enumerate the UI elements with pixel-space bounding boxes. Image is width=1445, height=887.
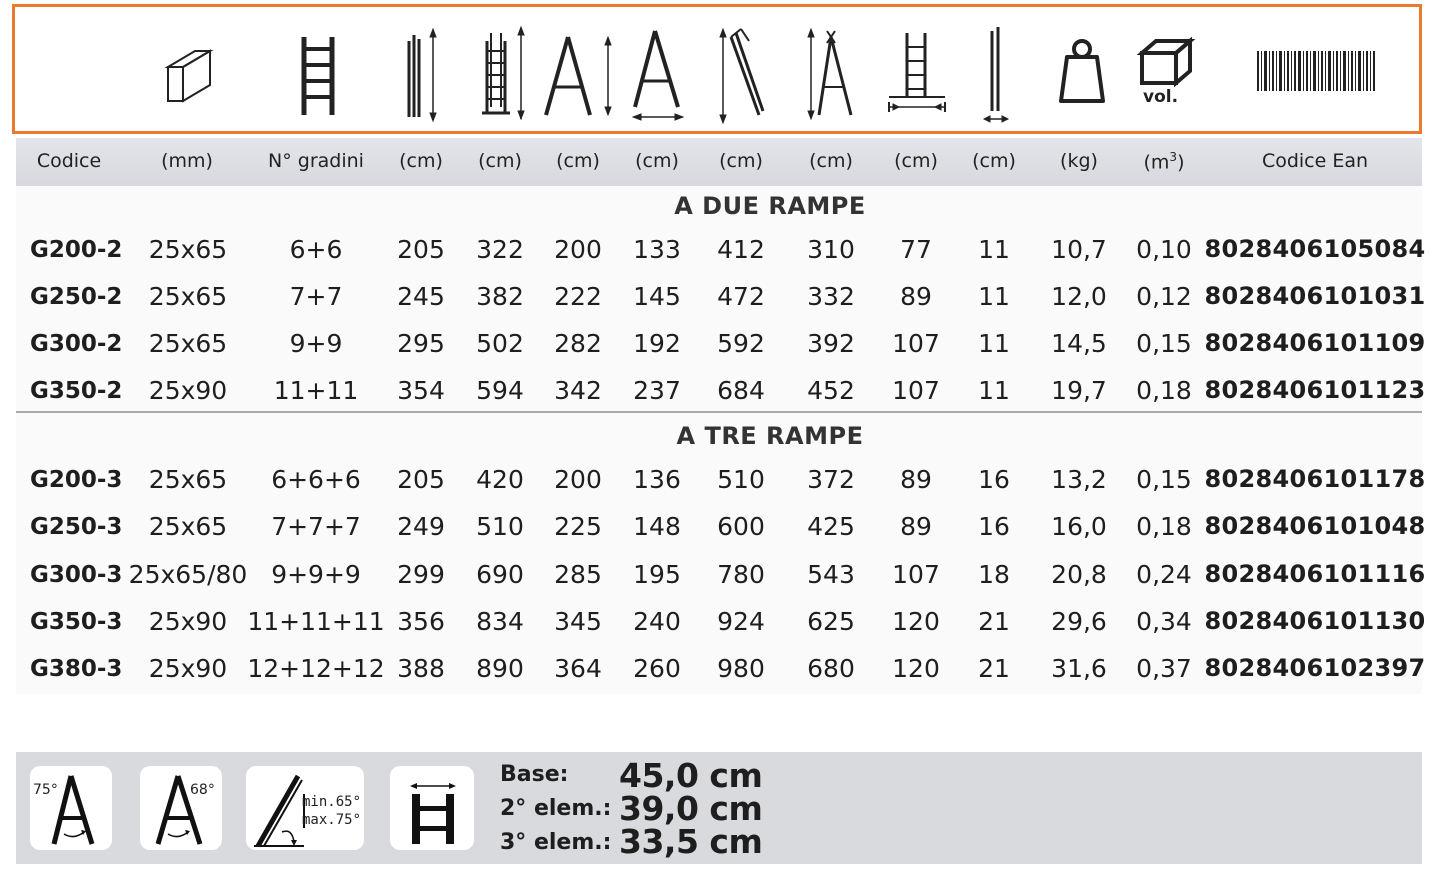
cell-ean: 8028406101031 (1204, 282, 1426, 310)
volume-icon (1142, 41, 1190, 83)
spec-value-3: 33,5 cm (619, 822, 763, 861)
cell-lean-height: 780 (717, 560, 765, 589)
cell-base: 195 (633, 560, 681, 589)
cell-height-1: 205 (397, 235, 445, 264)
angle-label-68: 68° (190, 782, 215, 798)
cell-steps: 7+7 (289, 282, 343, 311)
cell-code: G250-3 (30, 514, 123, 540)
cell-width: 89 (900, 465, 932, 494)
header-weight: (kg) (1060, 150, 1098, 172)
cell-volume: 0,24 (1136, 560, 1192, 589)
cell-lean-height: 592 (717, 329, 765, 358)
cell-code: G200-2 (30, 237, 123, 263)
cell-depth: 21 (978, 607, 1010, 636)
cell-scaffold-height: 452 (807, 376, 855, 405)
lean-angle-min: min.65° (302, 794, 362, 810)
cell-section: 25x90 (148, 654, 228, 683)
cell-height-3: 200 (554, 465, 602, 494)
header-height-2: (cm) (478, 150, 522, 172)
ladder-icon (304, 37, 332, 115)
rung-width-icon (390, 766, 474, 850)
cell-lean-height: 924 (717, 607, 765, 636)
header-volume-sup: 3 (1169, 150, 1178, 164)
a-frame-height-icon (546, 37, 611, 115)
header-width: (cm) (894, 150, 938, 172)
cell-weight: 16,0 (1051, 512, 1107, 541)
cell-lean-height: 412 (717, 235, 765, 264)
cell-code: G380-3 (30, 656, 123, 682)
cell-height-2: 382 (476, 282, 524, 311)
cell-volume: 0,37 (1136, 654, 1192, 683)
header-depth: (cm) (972, 150, 1016, 172)
spec-value-2: 39,0 cm (619, 789, 763, 828)
header-volume-unit: (m (1143, 151, 1170, 174)
cell-steps: 12+12+12 (247, 654, 385, 683)
cell-weight: 14,5 (1051, 329, 1107, 358)
cell-scaffold-height: 543 (807, 560, 855, 589)
barcode-icon (1257, 51, 1375, 91)
cell-section: 25x65 (148, 512, 228, 541)
cell-height-1: 295 (397, 329, 445, 358)
cell-depth: 16 (978, 512, 1010, 541)
cell-base: 240 (633, 607, 681, 636)
cell-scaffold-height: 372 (807, 465, 855, 494)
section-title-tre-rampe: A TRE RAMPE (676, 422, 864, 450)
cell-section: 25x90 (148, 376, 228, 405)
cell-volume: 0,15 (1136, 465, 1192, 494)
cell-weight: 12,0 (1051, 282, 1107, 311)
lean-angle-max: max.75° (302, 812, 362, 828)
info-band (16, 752, 1422, 864)
table-header (16, 138, 1422, 186)
cell-height-3: 285 (554, 560, 602, 589)
cell-base: 145 (633, 282, 681, 311)
cell-ean: 8028406101178 (1204, 465, 1426, 493)
extended-ladder-height-icon (482, 27, 524, 119)
cell-scaffold-height: 625 (807, 607, 855, 636)
cell-code: G350-3 (30, 609, 123, 635)
cell-height-3: 282 (554, 329, 602, 358)
rung-width-card (390, 766, 474, 850)
cell-width: 107 (892, 560, 940, 589)
icon-header-band (12, 4, 1422, 134)
cell-width: 77 (900, 235, 932, 264)
header-volume (1144, 150, 1185, 173)
cell-lean-height: 980 (717, 654, 765, 683)
cell-width: 89 (900, 512, 932, 541)
cell-height-2: 510 (476, 512, 524, 541)
angle-75-card (30, 766, 112, 850)
cell-base: 192 (633, 329, 681, 358)
cell-section: 25x90 (148, 607, 228, 636)
cell-section: 25x65/80 (128, 560, 248, 589)
cell-section: 25x65 (148, 465, 228, 494)
cell-lean-height: 472 (717, 282, 765, 311)
spec-label-2: 2° elem.: (500, 796, 612, 821)
cell-code: G250-2 (30, 284, 123, 310)
angle-68-card (140, 766, 222, 850)
ladder-side-height-icon (409, 29, 436, 121)
cell-volume: 0,12 (1136, 282, 1192, 311)
cell-steps: 11+11+11 (247, 607, 385, 636)
cell-steps: 9+9 (289, 329, 343, 358)
cell-code: G300-2 (30, 331, 123, 357)
cell-ean: 8028406101123 (1204, 376, 1426, 404)
cell-width: 89 (900, 282, 932, 311)
cell-section: 25x65 (148, 235, 228, 264)
cell-ean: 8028406101048 (1204, 512, 1426, 540)
cell-base: 237 (633, 376, 681, 405)
header-lean-height: (cm) (719, 150, 763, 172)
cell-section: 25x65 (148, 329, 228, 358)
cell-width: 107 (892, 329, 940, 358)
cell-code: G200-3 (30, 467, 123, 493)
cell-scaffold-height: 392 (807, 329, 855, 358)
cell-weight: 19,7 (1051, 376, 1107, 405)
a-frame-68-icon (140, 766, 222, 850)
cell-scaffold-height: 425 (807, 512, 855, 541)
header-base: (cm) (635, 150, 679, 172)
cell-weight: 31,6 (1051, 654, 1107, 683)
leaning-ladder-height-icon (720, 29, 763, 123)
cell-height-3: 225 (554, 512, 602, 541)
header-scaffold-height: (cm) (809, 150, 853, 172)
cell-lean-height: 600 (717, 512, 765, 541)
cell-height-3: 342 (554, 376, 602, 405)
cell-code: G300-3 (30, 562, 123, 588)
spec-value-base: 45,0 cm (619, 756, 763, 795)
cell-depth: 11 (978, 282, 1010, 311)
spec-label-3: 3° elem.: (500, 830, 612, 855)
angle-label-75: 75° (33, 782, 58, 798)
cell-height-2: 834 (476, 607, 524, 636)
cell-base: 133 (633, 235, 681, 264)
cell-weight: 10,7 (1051, 235, 1107, 264)
cell-lean-height: 510 (717, 465, 765, 494)
header-height-1: (cm) (399, 150, 443, 172)
cell-steps: 11+11 (273, 376, 359, 405)
cell-volume: 0,18 (1136, 512, 1192, 541)
cell-height-3: 222 (554, 282, 602, 311)
a-frame-75-icon (30, 766, 112, 850)
cell-ean: 8028406102397 (1204, 654, 1426, 682)
cell-scaffold-height: 332 (807, 282, 855, 311)
cell-lean-height: 684 (717, 376, 765, 405)
cell-weight: 13,2 (1051, 465, 1107, 494)
section-divider (16, 411, 1422, 413)
weight-icon (1061, 41, 1103, 101)
cell-base: 136 (633, 465, 681, 494)
cell-ean: 8028406101109 (1204, 329, 1426, 357)
lean-angle-card (246, 766, 364, 850)
cell-width: 107 (892, 376, 940, 405)
ladder-width-icon (889, 33, 945, 112)
cell-base: 148 (633, 512, 681, 541)
scaffold-ladder-icon (808, 29, 851, 119)
cell-depth: 21 (978, 654, 1010, 683)
header-codice: Codice (36, 150, 102, 172)
cell-width: 120 (892, 654, 940, 683)
cell-depth: 16 (978, 465, 1010, 494)
cell-height-2: 890 (476, 654, 524, 683)
section-title-due-rampe: A DUE RAMPE (674, 192, 866, 220)
cell-ean: 8028406101130 (1204, 607, 1426, 635)
cell-ean: 8028406105084 (1204, 235, 1426, 263)
cell-steps: 7+7+7 (271, 512, 361, 541)
cell-height-1: 245 (397, 282, 445, 311)
a-frame-base-icon (633, 31, 683, 120)
cell-height-2: 502 (476, 329, 524, 358)
header-height-3: (cm) (556, 150, 600, 172)
header-section: (mm) (161, 150, 213, 172)
cell-height-1: 205 (397, 465, 445, 494)
cell-section: 25x65 (148, 282, 228, 311)
cell-depth: 18 (978, 560, 1010, 589)
cell-height-2: 594 (476, 376, 524, 405)
cell-ean: 8028406101116 (1204, 560, 1426, 588)
cell-weight: 20,8 (1051, 560, 1107, 589)
cell-scaffold-height: 680 (807, 654, 855, 683)
cell-height-1: 388 (397, 654, 445, 683)
cell-volume: 0,34 (1136, 607, 1192, 636)
ladder-depth-icon (984, 27, 1008, 122)
cell-steps: 9+9+9 (271, 560, 361, 589)
spec-label-base: Base: (500, 762, 569, 787)
cell-steps: 6+6+6 (271, 465, 361, 494)
cell-volume: 0,15 (1136, 329, 1192, 358)
cell-width: 120 (892, 607, 940, 636)
cell-height-3: 345 (554, 607, 602, 636)
cell-depth: 11 (978, 376, 1010, 405)
header-volume-close: ) (1177, 151, 1185, 174)
cell-height-2: 690 (476, 560, 524, 589)
cell-height-1: 249 (397, 512, 445, 541)
cell-weight: 29,6 (1051, 607, 1107, 636)
cell-steps: 6+6 (289, 235, 343, 264)
header-steps: N° gradini (268, 150, 364, 172)
cell-height-1: 356 (397, 607, 445, 636)
header-ean: Codice Ean (1261, 150, 1369, 172)
section-profile-icon (168, 51, 210, 101)
cell-scaffold-height: 310 (807, 235, 855, 264)
cell-volume: 0,18 (1136, 376, 1192, 405)
cell-depth: 11 (978, 329, 1010, 358)
cell-height-2: 420 (476, 465, 524, 494)
cell-height-3: 364 (554, 654, 602, 683)
volume-label: vol. (1143, 87, 1179, 107)
cell-code: G350-2 (30, 378, 123, 404)
cell-volume: 0,10 (1136, 235, 1192, 264)
cell-height-2: 322 (476, 235, 524, 264)
cell-height-1: 354 (397, 376, 445, 405)
cell-depth: 11 (978, 235, 1010, 264)
cell-base: 260 (633, 654, 681, 683)
cell-height-1: 299 (397, 560, 445, 589)
cell-height-3: 200 (554, 235, 602, 264)
